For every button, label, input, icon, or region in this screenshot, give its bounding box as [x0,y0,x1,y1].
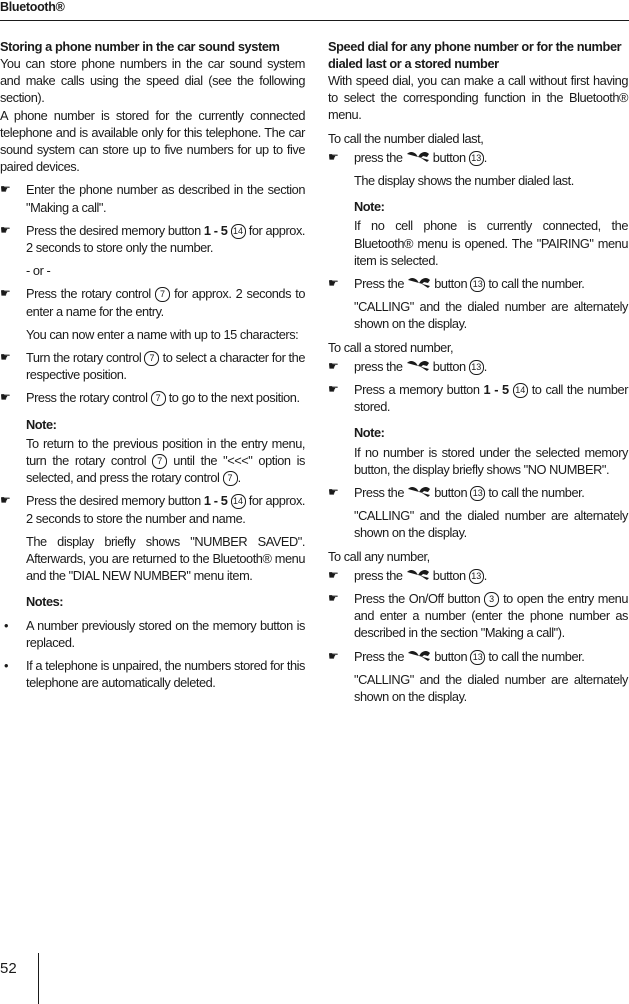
control-number-badge: 14 [231,494,246,509]
step-text: press the [354,567,406,583]
section-title-storing: Storing a phone number in the car sound system [0,39,280,54]
control-number-badge: 7 [155,287,170,302]
step-text: Press the rotary control [26,390,151,406]
note-label: Note: [26,416,57,432]
control-number-badge: 13 [469,360,484,375]
left-column [0,38,305,692]
step-text: . [483,358,487,374]
phone-handset-icon [407,277,431,289]
bullet-text: If a telephone is unpaired, the numbers stored for this telephone are automatically deleted. [26,658,305,691]
paragraph: With speed dial, you can make a call without first having to select the corresponding function in the Bluetooth® menu. [328,73,628,123]
control-number-badge: 13 [470,277,485,292]
or-separator: - or - [26,263,51,279]
step-result: "CALLING" and the dialed number are alternately shown on the display. [354,299,628,332]
step-item [0,492,305,526]
paragraph: A phone number is stored for the currently connected telephone and is available only for this telephone. The car sound system can store up to five numbers for up to five paired devices. [0,107,305,175]
step-text: Press the desired memory button [26,493,204,509]
phone-handset-icon [406,151,430,163]
control-number-badge: 7 [144,351,159,366]
pointing-hand-icon: ☛ [328,567,339,582]
step-item [328,275,628,292]
step-result: "CALLING" and the dialed number are alternately shown on the display. [354,671,628,705]
pointing-hand-icon: ☛ [0,493,11,508]
step-text: to call the number. [485,485,585,501]
step-text: Press a memory button [354,382,484,398]
phone-handset-icon [406,569,430,581]
step-item [0,181,305,215]
page-header: Bluetooth® [0,0,65,14]
pointing-hand-icon: ☛ [0,350,11,365]
step-text: for approx. 2 seconds to store the number and name. [26,493,305,526]
step-result: The display shows the number dialed last. [354,173,574,189]
note-text-part: until the "<<<" option is selected, and press the rotary control [26,453,305,486]
control-number-badge: 7 [152,454,167,469]
step-text: to select a character for the respective position. [26,350,305,383]
pointing-hand-icon: ☛ [328,382,339,397]
pointing-hand-icon: ☛ [328,591,339,606]
note-label: Note: [354,199,385,215]
phone-handset-icon [407,650,431,662]
memory-buttons-label: 1 - 5 [203,222,228,238]
pointing-hand-icon: ☛ [328,648,339,663]
step-item [328,590,628,642]
memory-buttons-label: 1 - 5 [203,493,228,509]
control-number-badge: 13 [470,650,485,665]
step-item [0,349,305,383]
step-text: Press the [354,648,408,664]
step-text: to open the entry menu and enter a number (enter the phone number as described in the section "Making a call"). [354,591,628,641]
step-text: button [429,358,469,374]
control-number-badge: 14 [513,383,528,398]
step-text: . [483,149,487,165]
bullet-dot-icon: • [4,658,9,674]
note-text [0,435,305,487]
step-text: to call the number. [485,648,585,664]
footer-rule [38,953,39,1004]
step-text: Press the On/Off button [354,591,485,607]
right-column [328,38,628,705]
note-text: If no cell phone is currently connected, the Bluetooth® menu is opened. The "PAIRING" menu item is selected. [354,218,628,268]
step-text: button [429,567,469,583]
step-text: press the [354,358,406,374]
step-result: "CALLING" and the dialed number are alternately shown on the display. [354,508,628,541]
section-title-speed-dial: Speed dial for any phone number or for the number dialed last or a stored number [328,39,622,71]
notes-label: Notes: [26,594,64,610]
page-number: 52 [0,960,17,977]
note-bullet-item [0,617,305,651]
note-bullet-item [0,657,305,691]
step-text: button [431,276,471,292]
step-item [328,381,628,415]
control-number-badge: 7 [223,471,238,486]
pointing-hand-icon: ☛ [328,149,339,164]
header-rule [0,20,629,21]
step-item [328,567,628,584]
control-number-badge: 13 [470,486,485,501]
pointing-hand-icon: ☛ [0,222,11,237]
note-text: If no number is stored under the selected memory button, the display briefly shows "NO NUMBER". [354,444,628,477]
step-item [328,149,628,166]
pointing-hand-icon: ☛ [0,390,11,405]
step-result: The display briefly shows "NUMBER SAVED". Afterwards, you are returned to the Bluetooth® menu and the "DIAL NEW NUMBER" menu item. [26,533,305,584]
step-text: to go to the next position. [165,390,300,406]
pointing-hand-icon: ☛ [0,182,11,197]
step-text: Press the desired memory button [26,222,204,238]
paragraph: To call a stored number, [328,339,454,355]
step-text: . [483,567,487,583]
step-item [328,358,628,375]
step-text: button [429,149,469,165]
step-item [0,389,305,406]
step-item [328,484,628,501]
note-text-part: . [237,470,241,486]
pointing-hand-icon: ☛ [328,358,339,373]
note-text-part: To return to the previous position in the entry menu, turn the rotary control [26,435,305,469]
step-text: for approx. 2 seconds to store only the number. [26,222,305,256]
step-text: Enter the phone number as described in the section "Making a call". [26,182,305,215]
control-number-badge: 14 [231,224,246,239]
note-label: Note: [354,425,385,441]
step-text: Press the [354,276,408,292]
pointing-hand-icon: ☛ [328,276,339,291]
control-number-badge: 7 [151,391,166,406]
control-number-badge: 13 [469,151,484,166]
step-text: Press the rotary control [26,286,155,302]
step-text: to call the number. [485,276,585,292]
bullet-dot-icon: • [4,617,9,633]
phone-handset-icon [406,360,430,372]
paragraph: To call any number, [328,548,430,564]
pointing-hand-icon: ☛ [328,485,339,500]
step-text: Turn the rotary control [26,350,145,366]
memory-buttons-label: 1 - 5 [483,382,509,398]
bullet-text: A number previously stored on the memory button is replaced. [26,617,305,650]
step-text: button [431,485,471,501]
phone-handset-icon [407,486,431,498]
paragraph: To call the number dialed last, [328,130,484,146]
step-result: You can now enter a name with up to 15 characters: [26,326,299,342]
control-number-badge: 13 [469,569,484,584]
step-item [0,222,305,256]
pointing-hand-icon: ☛ [0,286,11,301]
step-text: press the [354,149,406,165]
paragraph: You can store phone numbers in the car sound system and make calls using the speed dial (see the following section). [0,56,305,106]
step-text: for approx. 2 seconds to enter a name for the entry. [26,286,305,319]
step-item [0,285,305,319]
control-number-badge: 3 [484,592,499,607]
step-text: Press the [354,485,408,501]
step-text: to call the number stored. [354,382,629,415]
step-item [328,648,628,665]
step-text: button [431,648,471,664]
